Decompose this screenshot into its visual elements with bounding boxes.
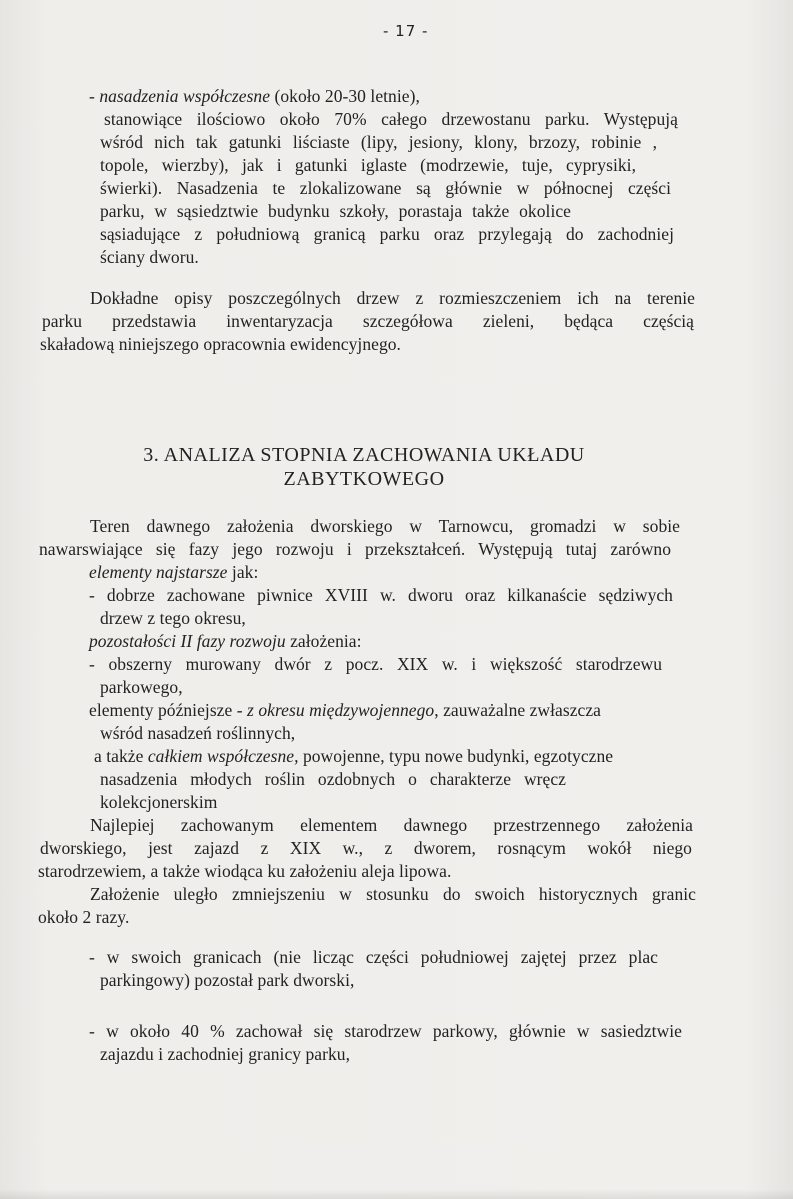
text-line: parkowego, bbox=[100, 677, 183, 697]
text-line: dworskiego, jest zajazd z XIX w., z dworem, rosnącym wokół niego bbox=[40, 838, 692, 858]
page-edge-shadow bbox=[0, 1189, 793, 1199]
text-line: ściany dworu. bbox=[100, 247, 199, 267]
page-number: - 17 - bbox=[383, 22, 429, 40]
text-line: około 2 razy. bbox=[38, 907, 130, 927]
text-line: skaładową niniejszego opracownia ewidencyjnego. bbox=[40, 334, 401, 354]
text-line: topole, wierzby), jak i gatunki iglaste (modrzewie, tuje, cyprysiki, bbox=[100, 155, 636, 175]
text-line: - dobrze zachowane piwnice XVIII w. dworu oraz kilkanaście sędziwych bbox=[89, 585, 673, 605]
emphasis: nasadzenia współczesne bbox=[99, 86, 271, 106]
text-line: stanowiące ilościowo około 70% całego drzewostanu parku. Występują bbox=[104, 109, 678, 129]
text-line: elementy najstarsze jak: bbox=[89, 562, 259, 582]
text-line: drzew z tego okresu, bbox=[100, 608, 246, 628]
text-line: świerki). Nasadzenia te zlokalizowane są głównie w północnej części bbox=[100, 178, 671, 198]
emphasis: elementy najstarsze bbox=[89, 562, 228, 582]
text-line: Najlepiej zachowanym elementem dawnego przestrzennego założenia bbox=[90, 815, 693, 835]
emphasis: całkiem współczesne, bbox=[147, 746, 299, 766]
text-line: sąsiadujące z południową granicą parku oraz przylegają do zachodniej bbox=[100, 224, 674, 244]
text-line: kolekcjonerskim bbox=[100, 792, 218, 812]
text-line: starodrzewiem, a także wiodąca ku założeniu aleja lipowa. bbox=[38, 861, 452, 881]
text-line: Teren dawnego założenia dworskiego w Tarnowcu, gromadzi w sobie bbox=[90, 516, 680, 536]
list-item: - w swoich granicach (nie licząc części południowej zajętej przez plac bbox=[89, 947, 658, 967]
text-line: pozostałości II fazy rozwoju założenia: bbox=[89, 631, 362, 651]
text-line: Dokładne opisy poszczególnych drzew z rozmieszczeniem ich na terenie bbox=[90, 288, 695, 308]
emphasis: z okresu międzywojennego bbox=[247, 700, 435, 720]
text-line: wśród nich tak gatunki liściaste (lipy, jesiony, klony, brzozy, robinie , bbox=[100, 132, 657, 152]
text-line: Założenie uległo zmniejszeniu w stosunku do swoich historycznych granic bbox=[90, 884, 696, 904]
text-line: - obszerny murowany dwór z pocz. XIX w. i większość starodrzewu bbox=[89, 654, 662, 674]
section-heading: 3. ANALIZA STOPNIA ZACHOWANIA UKŁADU bbox=[143, 444, 585, 466]
emphasis: pozostałości II fazy rozwoju bbox=[89, 631, 286, 651]
text-line: nasadzenia młodych roślin ozdobnych o charakterze wręcz bbox=[100, 769, 566, 789]
list-item: - w około 40 % zachował się starodrzew parkowy, głównie w sasiedztwie bbox=[89, 1021, 682, 1041]
text-line: parku przedstawia inwentaryzacja szczegółowa zieleni, będąca częścią bbox=[42, 311, 694, 331]
text-line: a także całkiem współczesne, powojenne, typu nowe budynki, egzotyczne bbox=[94, 746, 614, 766]
text-line: - nasadzenia współczesne (około 20-30 letnie), bbox=[89, 86, 420, 106]
text-line: elementy późniejsze - z okresu międzywojennego, zauważalne zwłaszcza bbox=[89, 700, 601, 720]
text-line: nawarswiające się fazy jego rozwoju i przekształceń. Występują tutaj zarówno bbox=[39, 539, 671, 559]
text-line: parku, w sąsiedztwie budynku szkoły, porastaja także okolice bbox=[100, 201, 571, 221]
list-item: zajazdu i zachodniej granicy parku, bbox=[100, 1044, 351, 1064]
section-heading: ZABYTKOWEGO bbox=[283, 468, 445, 490]
list-item: parkingowy) pozostał park dworski, bbox=[100, 970, 355, 990]
text-line: wśród nasadzeń roślinnych, bbox=[100, 723, 296, 743]
